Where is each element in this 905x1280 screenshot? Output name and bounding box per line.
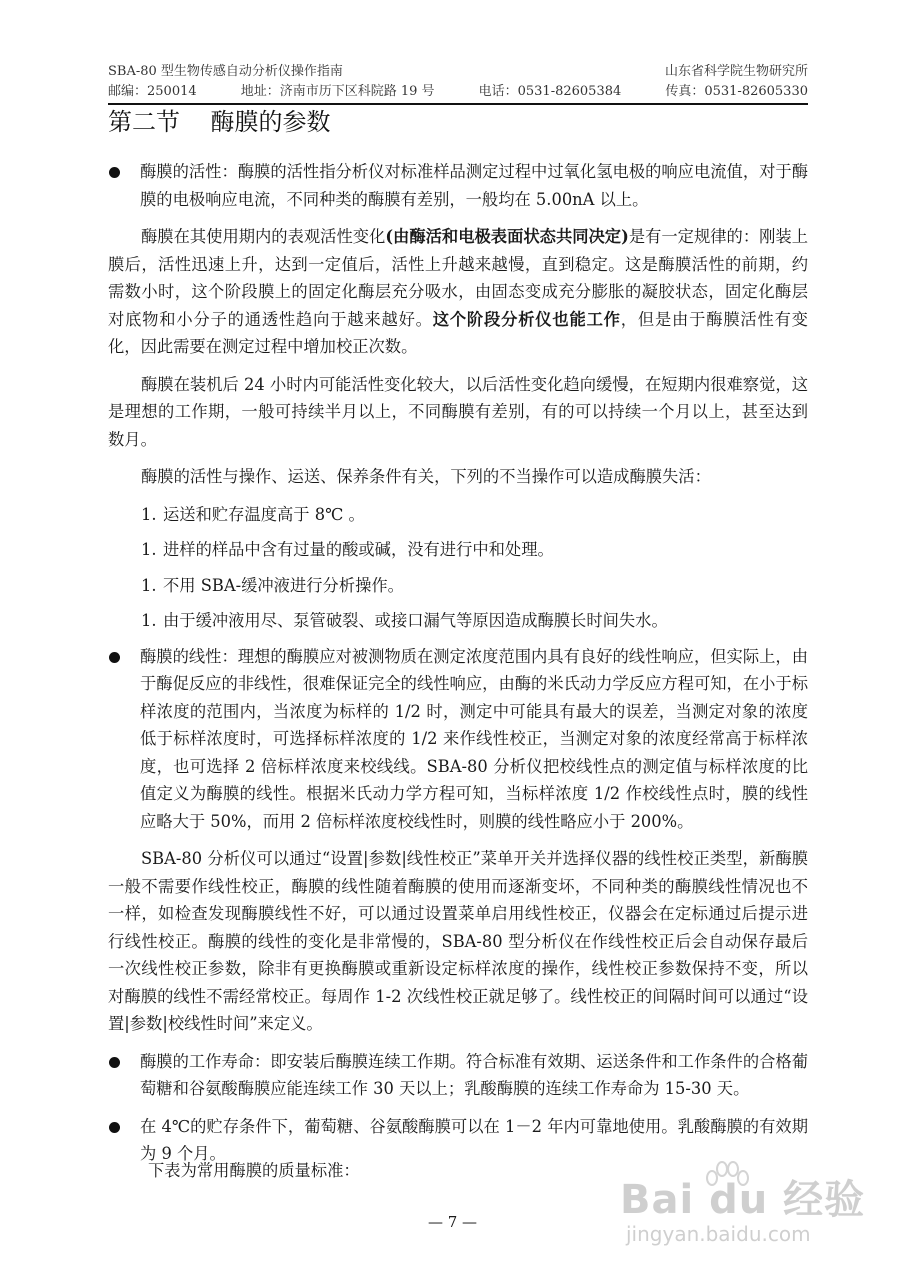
linearity-definition: 酶膜的线性：理想的酶膜应对被测物质在测定浓度范围内具有良好的线性响应，但实际上，由于酶促反应的非线性，很难保证完全的线性响应，由酶的米氏动力学反应方程可知，在小于标样浓度的范围内，当浓度为标样的 1/2 时，测定中可能具有最大的误差，当测定对象的浓度低于标样浓度时，可选择标样浓度的 1/2 来作线性校正，当测定对象的浓度经常高于标样浓度，也可选择 2 倍标样浓度来校线线。SBA-80 分析仪把校线性点的测定值与标样浓度的比值定义为酶膜的线性。根据米氏动力学方程可知，当标样浓度 1/2 作校线性点时，膜的线性应略大于 50%，而用 2 倍标样浓度校线性时，则膜的线性略应小于 200%。 [140, 646, 808, 831]
header-divider [108, 103, 808, 105]
fax: 传真：0531-82605330 [665, 84, 808, 99]
header-row-2 [108, 82, 808, 102]
list-item [108, 607, 808, 635]
list-text: 进样的样品中含有过量的酸或碱，没有进行中和处理。 [163, 540, 554, 559]
bold-text: 这个阶段分析仪也能工作 [432, 309, 621, 329]
page-number: — 7 — [427, 1213, 478, 1231]
storage-text: 在 4℃的贮存条件下，葡萄糖、谷氨酸酶膜可以在 1－2 年内可靠地使用。乳酸酶膜的有效期为 9 个月。 [140, 1116, 808, 1163]
activity-paragraph-3: 酶膜的活性与操作、运送、保养条件有关，下列的不当操作可以造成酶膜失活： [141, 467, 711, 486]
text-span: 是有一定规律的：刚装上膜后，活性迅速上升，达到一定值后，活性上升越来越慢，直到稳定。这是酶膜活性的前期，约需数小时，这个阶段膜上的固定化酶层充分吸水，由固态变成充分膨胀的凝胶状态，固定化酶层对底物和小分子的通透性趋向于越来越好。 [108, 227, 808, 329]
activity-paragraph-2: 酶膜在装机后 24 小时内可能活性变化较大，以后活性变化趋向缓慢，在短期内很难察觉，这是理想的工作期，一般可持续半月以上，不同酶膜有差别，有的可以持续一个月以上，甚至达到数月。 [108, 374, 808, 449]
list-number: 1. [141, 504, 157, 524]
list-item [108, 536, 808, 564]
phone: 电话：0531-82605384 [478, 84, 622, 99]
list-number: 1. [141, 575, 157, 595]
list-text: 不用 SBA-缓冲液进行分析操作。 [163, 575, 404, 595]
lifetime-text: 酶膜的工作寿命：即安装后酶膜连续工作期。符合标准有效期、运送条件和工作条件的合格葡萄糖和谷氨酸酶膜应能连续工作 30 天以上；乳酸酶膜的连续工作寿命为 15-30 天。 [140, 1051, 808, 1098]
list-number: 1. [141, 540, 157, 559]
activity-paragraph-1 [108, 223, 808, 361]
address: 地址：济南市历下区科院路 19 号 [240, 84, 435, 99]
linearity-paragraph: SBA-80 分析仪可以通过“设置|参数|线性校正”菜单开关并选择仪器的线性校正类型，新酶膜一般不需要作线性校正，酶膜的线性随着酶膜的使用而逐渐变坏，不同种类的酶膜线性情况也不一样，如检查发现酶膜线性不好，可以通过设置菜单启用线性校正，仪器会在定标通过后提示进行线性校正。酶膜的线性的变化是非常慢的，SBA-80 型分析仪在作线性校正后会自动保存最后一次线性校正参数，除非有更换酶膜或重新设定标样浓度的操作，线性校正参数保持不变，所以对酶膜的线性不需经常校正。每周作 1-2 次线性校正就足够了。线性校正的间隔时间可以通过“设置|参数|校线性时间”来定义。 [108, 849, 808, 1033]
watermark-url: jingyan.baidu.com [626, 1222, 811, 1246]
text-span: ，但是由于酶膜活性有变化，因此需要在测定过程中增加校正次数。 [108, 309, 808, 356]
list-item [108, 572, 808, 600]
activity-definition: 酶膜的活性：酶膜的活性指分析仪对标准样品测定过程中过氧化氢电极的响应电流值，对于酶膜的电极响应电流，不同种类的酶膜有差别，一般均在 5.00nA 以上。 [140, 162, 808, 209]
bullet-icon [109, 1122, 120, 1133]
list-text: 运送和贮存温度高于 8℃ 。 [163, 504, 365, 524]
bullet-linearity [108, 643, 808, 836]
bullet-icon [109, 652, 120, 663]
table-intro: 下表为常用酶膜的质量标准： [148, 1161, 360, 1180]
header-row-1 [108, 62, 808, 82]
bullet-icon [109, 167, 120, 178]
document-title: SBA-80 型生物传感自动分析仪操作指南 [108, 64, 343, 79]
section-heading [108, 106, 331, 138]
bullet-icon [109, 1057, 120, 1068]
watermark-logo: Bai du 经验 [620, 1177, 866, 1223]
bullet-activity [108, 158, 808, 213]
text-span: 酶膜在其使用期内的表观活性变化 [141, 227, 386, 246]
list-number: 1. [141, 611, 157, 630]
paw-icon [702, 1160, 752, 1190]
page-header [108, 62, 808, 102]
baidu-watermark [620, 1160, 900, 1270]
section-number: 第二节 [108, 108, 180, 136]
organization: 山东省科学院生物研究所 [664, 64, 808, 79]
document-body [108, 158, 808, 1178]
bold-text: (由酶活和电极表面状态共同决定) [385, 227, 629, 246]
list-text: 由于缓冲液用尽、泵管破裂、或接口漏气等原因造成酶膜长时间失水。 [163, 611, 668, 630]
list-item [108, 501, 808, 529]
postcode: 邮编：250014 [108, 84, 197, 99]
bullet-lifetime [108, 1048, 808, 1103]
section-title: 酶膜的参数 [210, 108, 331, 136]
